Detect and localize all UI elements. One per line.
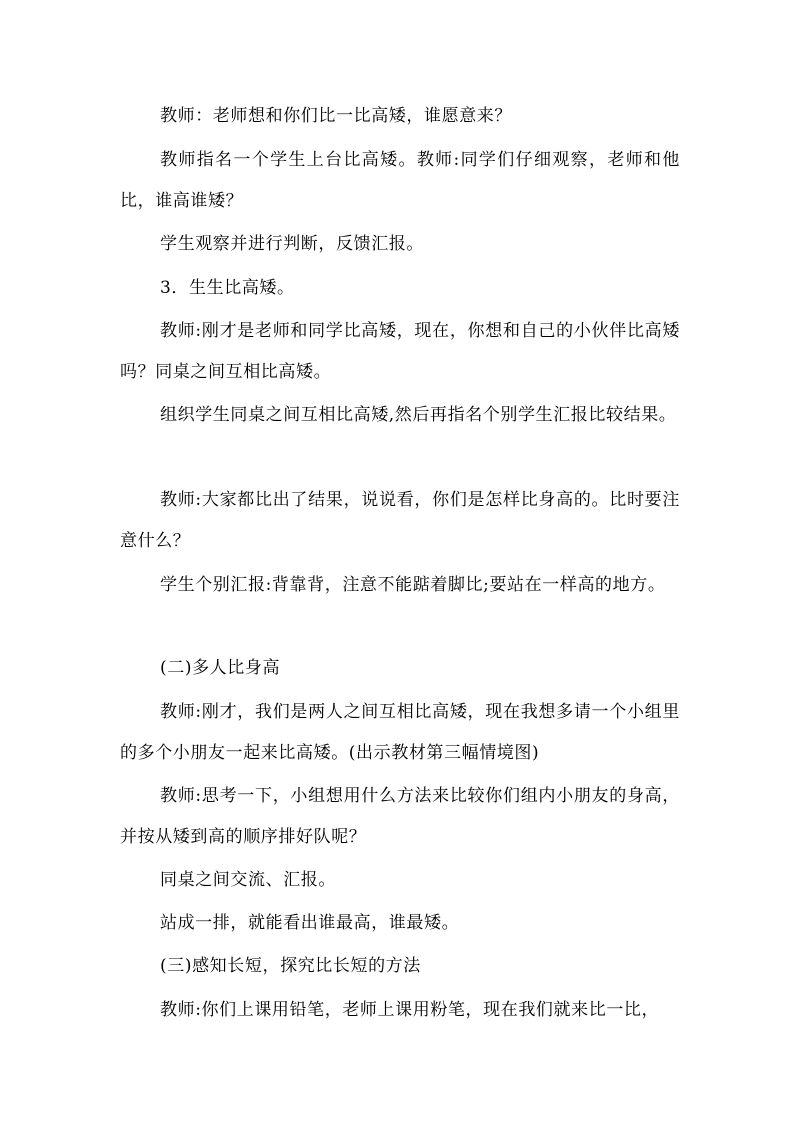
section-heading-multi: (二)多人比身高 bbox=[160, 658, 281, 678]
paragraph-7: 教师:大家都比出了结果，说说看，你们是怎样比身高的。比时要注意什么？ bbox=[120, 490, 680, 551]
paragraph-12: 同桌之间交流、汇报。 bbox=[160, 870, 336, 890]
section-heading-length: (三)感知长短，探究比长短的方法 bbox=[160, 956, 421, 976]
paragraph-2: 教师指名一个学生上台比高矮。教师:同学们仔细观察，老师和他比，谁高谁矮？ bbox=[120, 150, 680, 211]
section-heading-3: 3．生生比高矮。 bbox=[160, 278, 295, 298]
paragraph-5: 教师:刚才是老师和同学比高矮，现在，你想和自己的小伙伴比高矮吗？同桌之间互相比高矮。 bbox=[120, 321, 680, 382]
paragraph-11: 教师:思考一下，小组想用什么方法来比较你们组内小朋友的身高，并按从矮到高的顺序排好队呢？ bbox=[120, 786, 680, 847]
paragraph-15: 教师:你们上课用铅笔，老师上课用粉笔，现在我们就来比一比， bbox=[160, 1000, 660, 1020]
paragraph-6: 组织学生同桌之间互相比高矮,然后再指名个别学生汇报比较结果。 bbox=[160, 405, 677, 425]
paragraph-1: 教师：老师想和你们比一比高矮，谁愿意来？ bbox=[160, 106, 512, 126]
paragraph-13: 站成一排，就能看出谁最高，谁最矮。 bbox=[160, 913, 460, 933]
paragraph-8: 学生个别汇报:背靠背，注意不能踮着脚比;要站在一样高的地方。 bbox=[160, 575, 666, 595]
paragraph-10: 教师:刚才，我们是两人之间互相比高矮，现在我想多请一个小组里的多个小朋友一起来比高矮。(出示教材第三幅情境图) bbox=[120, 702, 680, 763]
paragraph-3: 学生观察并进行判断，反馈汇报。 bbox=[160, 234, 424, 254]
